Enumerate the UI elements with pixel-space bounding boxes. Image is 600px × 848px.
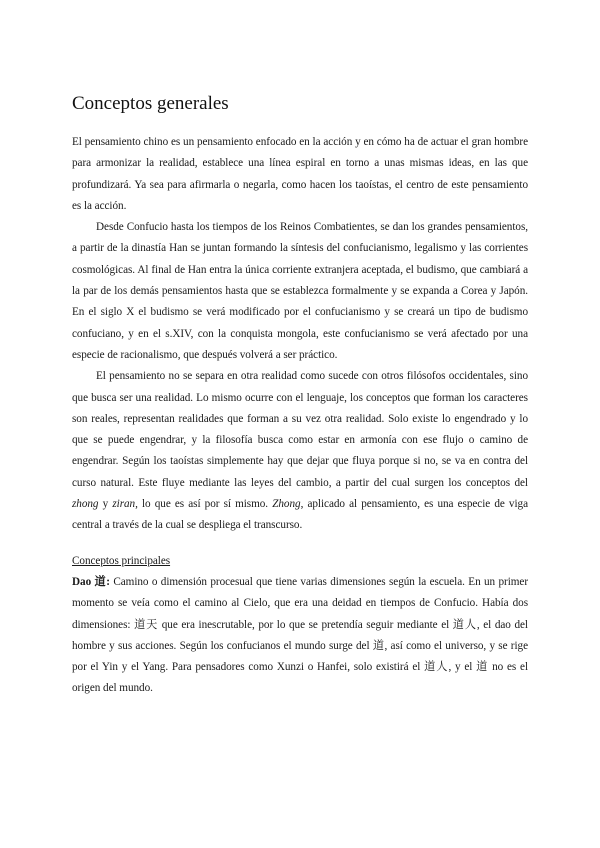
paragraph-reality-text-2: lo que es así por sí mismo.: [137, 498, 273, 511]
paragraph-intro: El pensamiento chino es un pensamiento enfocado en la acción y en cómo ha de actuar el gran hombre para armonizar la realidad, establece una línea espiral en torno a unas mismas ideas, en las que profundizará. Ya sea para afirmarla o negarla, como hacen los taoístas, el centro de este pensamiento es la acción.: [72, 136, 528, 212]
term-dao: Dao 道:: [72, 575, 110, 588]
paragraph-reality: [72, 366, 528, 536]
page-title: Conceptos generales: [72, 93, 229, 114]
paragraph-dao: [72, 572, 528, 700]
paragraph-reality-text-1: El pensamiento no se separa en otra realidad como sucede con otros filósofos occidentales, sino que busca ser una realidad. Lo mismo ocurre con el lenguaje, los conceptos que forman los caracteres son reales, representan realidades que forman a su vez otra realidad. Solo existe lo engendrado y lo que se puede engendrar, y la filosofía busca como estar en armonía con ese flujo o camino de engendrar. Según los taoístas simplemente hay que dejar que fluya porque si no, se va en contra del curso natural. Este fluye mediante las leyes del cambio, a partir del cual surgen los conceptos del: [72, 370, 528, 489]
paragraph-dao-text: Camino o dimensión procesual que tiene varias dimensiones según la escuela. En un primer momento se veía como el camino al Cielo, que era una deidad en tiempos de Confucio. Había dos dimensiones: 道天 que era inescrutable, por lo que se pretendía seguir mediante el 道人, el dao del hombre y sus acciones. Según los confucianos el mundo surge del 道, así como el universo, y se rige por el Yin y el Yang. Para pensadores como Xunzi o Hanfei, solo existirá el 道人, y el 道 no es el origen del mundo.: [72, 575, 528, 695]
paragraph-history: Desde Confucio hasta los tiempos de los Reinos Combatientes, se dan los grandes pensamientos, a partir de la dinastía Han se juntan formando la síntesis del confucianismo, legalismo y las corrientes cosmológicas. Al final de Han entra la única corriente extranjera aceptada, el budismo, que cambiará a la par de los demás pensamientos hasta que se establezca formalmente y se expanda a Corea y Japón. En el siglo X el budismo se verá modificado por el confucianismo y se creará un tipo de budismo confuciano, y en el s.XIV, con la conquista mongola, este confucianismo se verá afectado por una especie de racionalismo, que después volverá a ser práctico.: [72, 221, 528, 361]
document-body: [72, 132, 528, 700]
paragraph-reality-text-3: , aplicado al pensamiento, es una especie de viga central a través de la cual se despliega el transcurso.: [72, 498, 528, 532]
term-ziran: ziran,: [112, 498, 138, 511]
term-zhong: zhong: [72, 498, 99, 511]
term-zhong-2: Zhong: [272, 498, 301, 511]
conjunction: y: [98, 498, 113, 511]
section-subheading: Conceptos principales: [72, 554, 171, 567]
